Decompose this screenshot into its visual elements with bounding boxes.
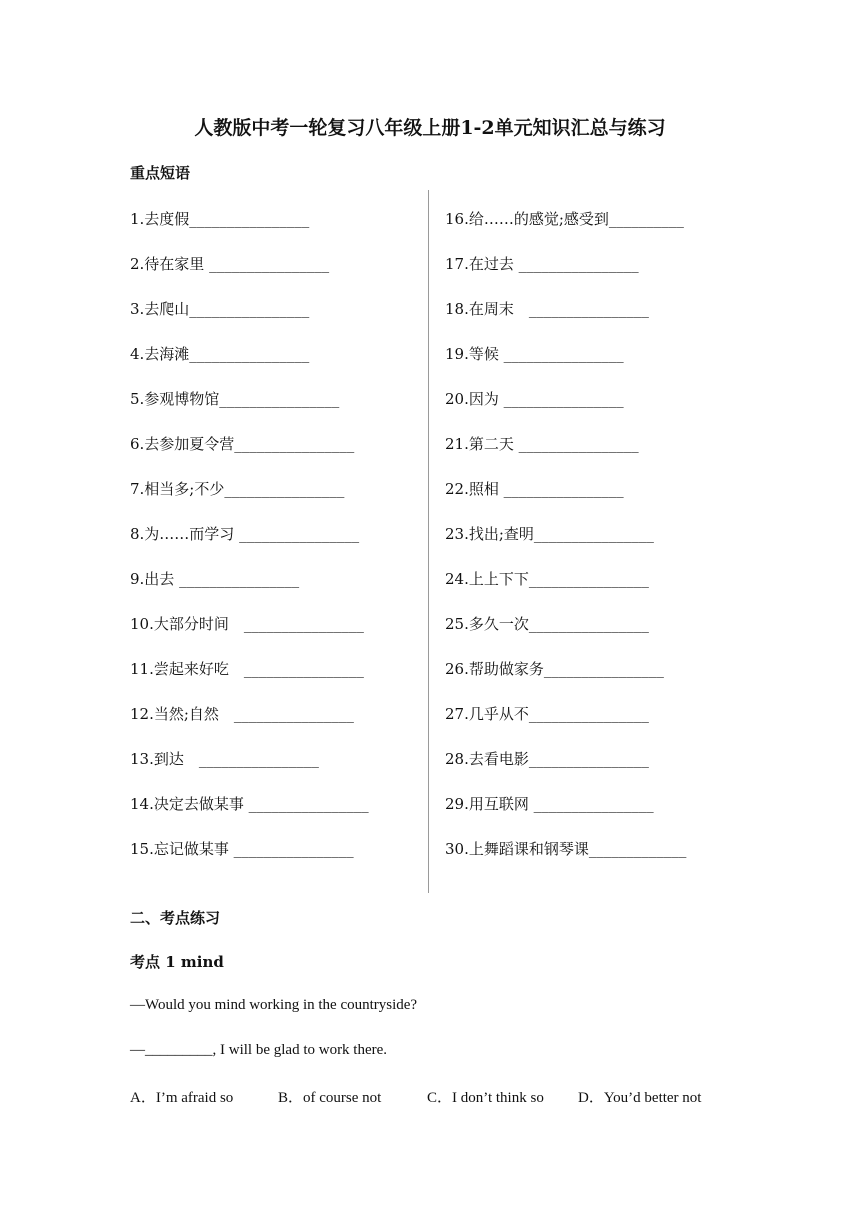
phrase-item: 27.几乎从不________________ xyxy=(445,705,649,723)
phrase-item: 21.第二天 ________________ xyxy=(445,435,639,453)
phrase-item: 4.去海滩________________ xyxy=(130,345,310,363)
phrase-item: 20.因为 ________________ xyxy=(445,390,624,408)
phrase-item: 1.去度假________________ xyxy=(130,210,310,228)
phrase-item: 2.待在家里 ________________ xyxy=(130,255,330,273)
question-text: —Would you mind working in the countryside? xyxy=(130,997,418,1013)
phrase-item: 26.帮助做家务________________ xyxy=(445,660,664,678)
section-heading-phrases: 重点短语 xyxy=(130,164,191,182)
phrase-item: 12.当然;自然 ________________ xyxy=(130,705,354,723)
phrase-item: 6.去参加夏令营________________ xyxy=(130,435,355,453)
phrase-item: 9.出去 ________________ xyxy=(130,570,300,588)
phrase-item: 14.决定去做某事 ________________ xyxy=(130,795,369,813)
phrase-item: 29.用互联网 ________________ xyxy=(445,795,654,813)
phrase-item: 13.到达 ________________ xyxy=(130,750,319,768)
phrase-item: 23.找出;查明________________ xyxy=(445,525,654,543)
phrase-item: 19.等候 ________________ xyxy=(445,345,624,363)
phrase-item: 15.忘记做某事 ________________ xyxy=(130,840,354,858)
phrase-item: 18.在周末 ________________ xyxy=(445,300,649,318)
phrase-item: 8.为……而学习 ________________ xyxy=(130,525,360,543)
phrase-item: 3.去爬山________________ xyxy=(130,300,310,318)
phrase-item: 22.照相 ________________ xyxy=(445,480,624,498)
column-divider xyxy=(428,190,429,893)
phrase-item: 5.参观博物馆________________ xyxy=(130,390,340,408)
section-heading-practice: 二、考点练习 xyxy=(130,909,221,927)
phrase-item: 25.多久一次________________ xyxy=(445,615,649,633)
document-title: 人教版中考一轮复习八年级上册1-2单元知识汇总与练习 xyxy=(194,117,666,139)
answer-blank-line: —_________, I will be glad to work there. xyxy=(130,1042,388,1058)
phrase-item: 7.相当多;不少________________ xyxy=(130,480,345,498)
phrase-item: 11.尝起来好吃 ________________ xyxy=(130,660,364,678)
phrase-item: 10.大部分时间 ________________ xyxy=(130,615,364,633)
phrase-item: 16.给……的感觉;感受到__________ xyxy=(445,210,684,228)
phrase-item: 24.上上下下________________ xyxy=(445,570,649,588)
option-d: D．You’d better not xyxy=(578,1090,702,1106)
phrase-item: 28.去看电影________________ xyxy=(445,750,649,768)
option-a: A．I’m afraid so xyxy=(130,1090,234,1106)
option-b: B．of course not xyxy=(278,1090,382,1106)
phrase-item: 30.上舞蹈课和钢琴课_____________ xyxy=(445,840,687,858)
phrase-item: 17.在过去 ________________ xyxy=(445,255,639,273)
point-heading: 考点 1 mind xyxy=(130,953,224,971)
option-c: C．I don’t think so xyxy=(427,1090,544,1106)
